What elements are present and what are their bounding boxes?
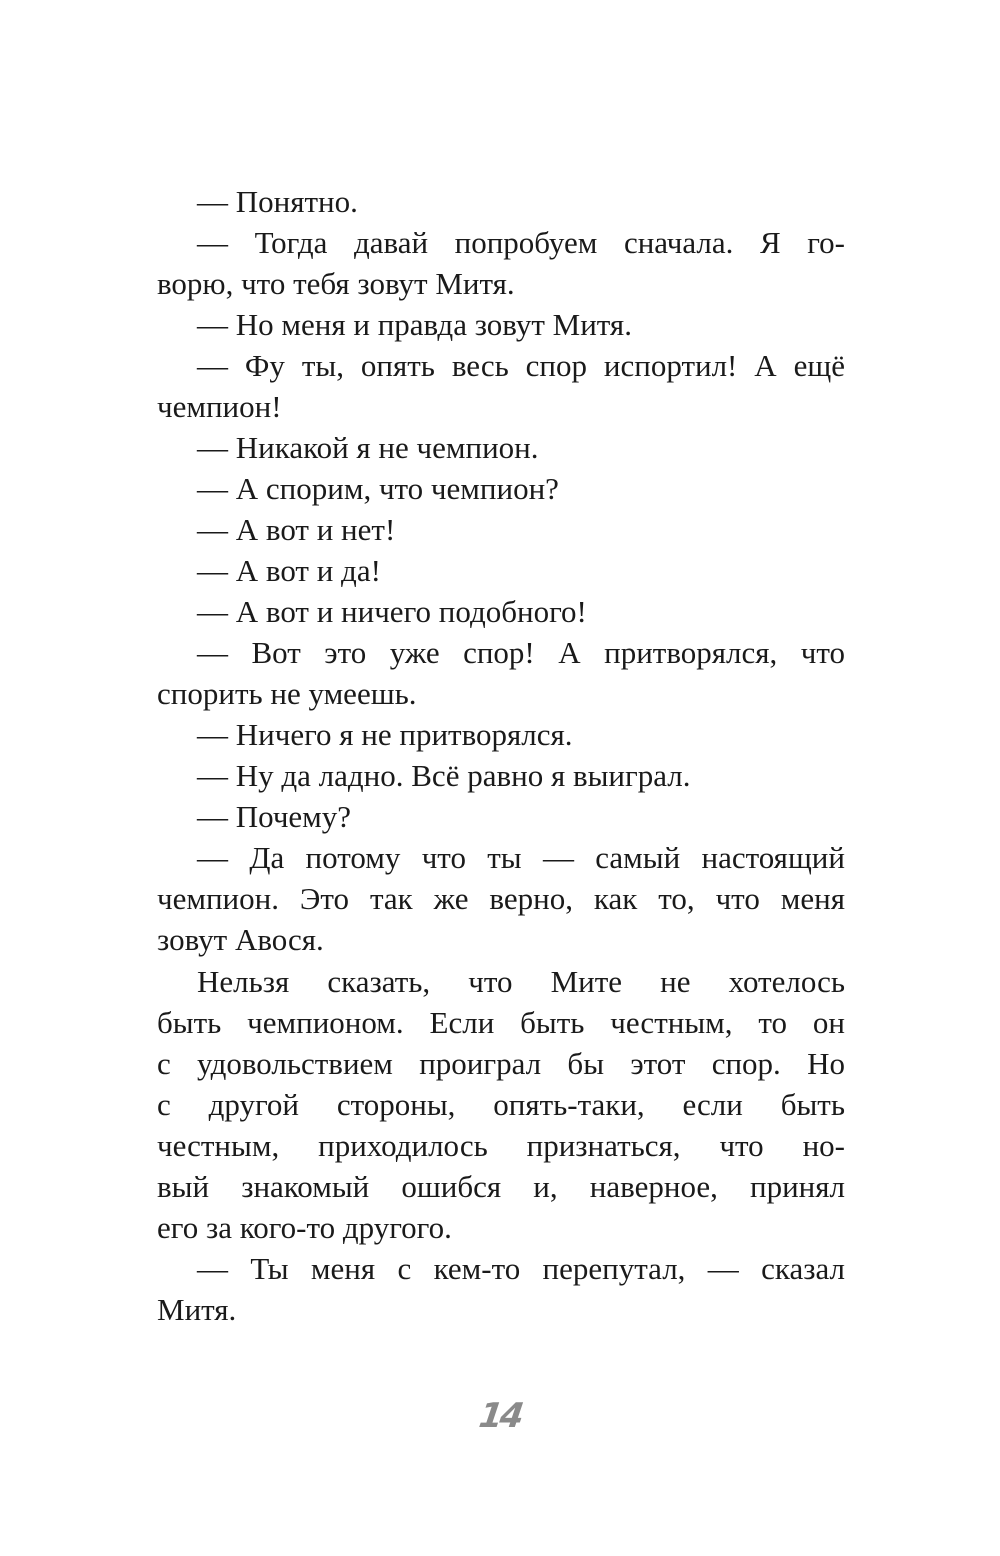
text-line: его за кого-то другого.: [157, 1210, 452, 1245]
text-line: — Никакой я не чемпион.: [197, 430, 539, 465]
page-body-text: [157, 181, 845, 1330]
text-line: ворю, что тебя зовут Митя.: [157, 266, 515, 301]
text-line: — Но меня и правда зовут Митя.: [197, 307, 632, 342]
text-line: быть чемпионом. Если быть честным, то он: [157, 1005, 845, 1040]
text-line: с удовольствием проиграл бы этот спор. Но: [157, 1046, 845, 1081]
text-line: зовут Авося.: [157, 922, 324, 957]
text-line: чемпион!: [157, 389, 282, 424]
text-line: — Ты меня с кем-то перепутал, — сказал: [197, 1251, 845, 1286]
text-line: с другой стороны, опять-таки, если быть: [157, 1087, 845, 1122]
text-line: чемпион. Это так же верно, как то, что меня: [157, 881, 845, 916]
text-line: — Ну да ладно. Всё равно я выиграл.: [197, 758, 691, 793]
page-number: 14: [476, 1396, 524, 1436]
text-line: — Почему?: [197, 799, 352, 834]
text-line: — Тогда давай попробуем сначала. Я го-: [197, 225, 845, 260]
text-line: — Вот это уже спор! А притворялся, что: [197, 635, 845, 670]
text-line: — Фу ты, опять весь спор испортил! А ещё: [197, 348, 845, 383]
text-line: — А вот и ничего подобного!: [197, 594, 587, 629]
text-line: — А вот и да!: [197, 553, 381, 588]
text-line: спорить не умеешь.: [157, 676, 417, 711]
text-line: — А вот и нет!: [197, 512, 396, 547]
text-line: вый знакомый ошибся и, наверное, принял: [157, 1169, 845, 1204]
text-line: Нельзя сказать, что Мите не хотелось: [197, 964, 845, 999]
text-line: — Понятно.: [197, 184, 358, 219]
text-line: — Да потому что ты — самый настоящий: [197, 840, 845, 875]
text-line: — А спорим, что чемпион?: [197, 471, 559, 506]
text-line: Митя.: [157, 1292, 237, 1327]
text-line: честным, приходилось признаться, что но-: [157, 1128, 845, 1163]
text-line: — Ничего я не притворялся.: [197, 717, 573, 752]
